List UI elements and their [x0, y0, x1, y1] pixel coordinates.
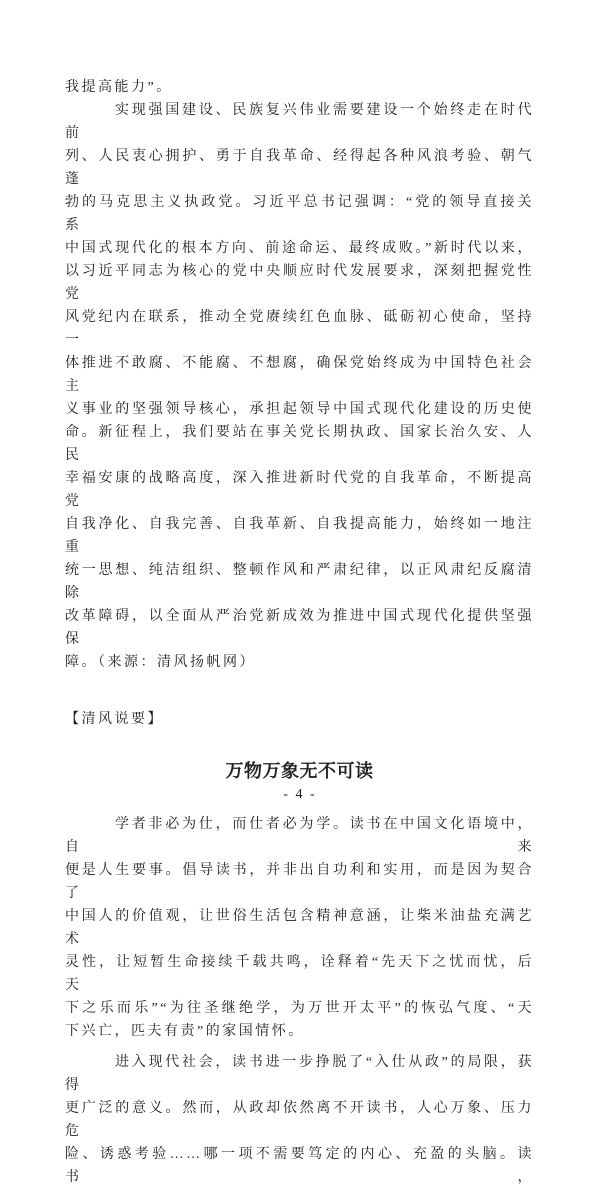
text-line: 自我净化、自我完善、自我革新、自我提高能力，始终如一地注重	[65, 517, 534, 555]
paragraph-party-self-revolution	[65, 99, 534, 674]
article-title: 万物万象无不可读	[225, 761, 374, 781]
text-line: 中国式现代化的根本方向、前途命运、最终成败。”新时代以来，	[65, 241, 534, 256]
text-line: 中国人的价值观，让世俗生活包含精神意涵，让柴米油盐充满艺术	[65, 909, 534, 947]
text-line: 改革障碍，以全面从严治党新成效为推进中国式现代化提供坚强保	[65, 609, 534, 647]
text-line: 下之乐而乐”“为往圣继绝学，为万世开太平”的恢弘气度、“天	[65, 1001, 534, 1016]
text-line: 便是人生要事。倡导读书，并非出自功利和实用，而是因为契合了	[65, 863, 534, 901]
text-line: 下兴亡，匹夫有责”的家国情怀。	[65, 1024, 305, 1039]
text-line: 灵性，让短暂生命接续千载共鸣，诠释着“先天下之忧而忧，后天	[65, 955, 534, 993]
text-line: 障。（来源：清风扬帆网）	[65, 655, 256, 670]
text-line: 幸福安康的战略高度，深入推进新时代党的自我革命，不断提高党	[65, 471, 534, 509]
text-line: 风党纪内在联系，推动全党赓续红色血脉、砥砺初心使命，坚持一	[65, 310, 534, 348]
text-line: 更广泛的意义。然而，从政却依然离不开读书，人心万象、压力危	[65, 1101, 534, 1139]
text-column	[65, 76, 534, 1189]
text-line: 以习近平同志为核心的党中央顺应时代发展要求，深刻把握党性党	[65, 264, 534, 302]
page-number: - 4 -	[283, 787, 317, 802]
text-line: 命。新征程上，我们要站在事关党长期执政、国家长治久安、人民	[65, 425, 534, 463]
paragraph-reading-modern	[65, 1051, 534, 1189]
text-line: 统一思想、纯洁组织、整顿作风和严肃纪律，以正风肃纪反腐清除	[65, 563, 534, 601]
text-line: 列、人民衷心拥护、勇于自我革命、经得起各种风浪考验、朝气蓬	[65, 149, 534, 187]
text-line: 勃的马克思主义执政党。习近平总书记强调：“党的领导直接关系	[65, 195, 534, 233]
paragraph-reading-tradition	[65, 813, 534, 1043]
text-line: 学者非必为仕，而仕者必为学。读书在中国文化语境中，自来	[65, 817, 534, 855]
paragraph-continuation-line: 我提高能力”。	[65, 80, 173, 95]
section-header: 【清风说要】	[65, 712, 164, 727]
text-line: 进入现代社会，读书进一步挣脱了“入仕从政”的局限，获得	[65, 1055, 534, 1093]
text-line: 实现强国建设、民族复兴伟业需要建设一个始终走在时代前	[65, 103, 534, 141]
text-line: 险、诱惑考验……哪一项不需要笃定的内心、充盈的头脑。读书，	[65, 1147, 534, 1185]
text-line: 体推进不敢腐、不能腐、不想腐，确保党始终成为中国特色社会主	[65, 356, 534, 394]
text-line: 义事业的坚强领导核心，承担起领导中国式现代化建设的历史使	[65, 402, 534, 417]
